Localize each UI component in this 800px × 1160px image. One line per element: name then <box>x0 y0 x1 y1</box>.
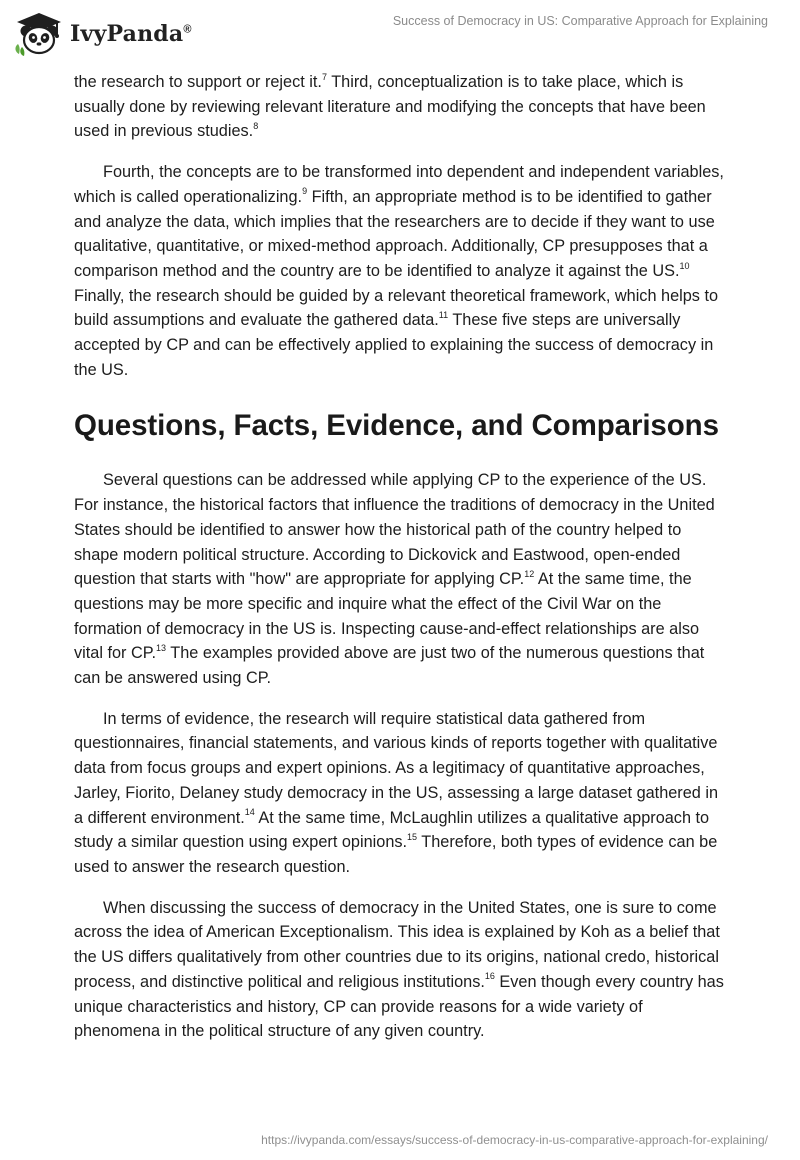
paragraph-text: At the same time, McLaughlin utilizes a qualitative approach to study a similar question using expert opinions. <box>74 808 710 852</box>
paragraph-comparisons <box>74 896 726 1044</box>
paragraph-intro-1 <box>74 70 726 144</box>
footnote-ref[interactable]: 14 <box>244 807 255 818</box>
footnote-ref[interactable]: 11 <box>438 309 449 320</box>
document-title: Success of Democracy in US: Comparative Approach for Explaining <box>392 14 768 28</box>
panda-graduate-icon <box>14 11 64 57</box>
paragraph-text: At the same time, the questions may be more specific and inquire what the effect of the Civil War on the formation of democracy in the US is. Inspecting cause-and-effect relationships are also vital for CP. <box>74 570 700 663</box>
paragraph-text: These five steps are universally accepted by CP and can be effectively applied to explaining the success of democracy in the US. <box>74 311 714 379</box>
paragraph-intro-2 <box>74 160 726 382</box>
footnote-ref[interactable]: 9 <box>302 186 308 197</box>
footnote-ref[interactable]: 13 <box>156 642 167 653</box>
paragraph-text: When discussing the success of democracy in the United States, one is sure to come across the idea of American Exceptionalism. This idea is explained by Koh as a belief that the US differs qualitatively from other countries due to its origins, national credo, historical process, and distinctive political and religious institutions. <box>74 898 720 991</box>
footnote-ref[interactable]: 8 <box>253 120 259 131</box>
paragraph-text: Several questions can be addressed while applying CP to the experience of the US. For instance, the historical factors that influence the traditions of democracy in the United States should be identified to answer how the historical path of the country helped to shape modern political structure. According to Dickovick and Eastwood, open-ended question that starts with "how" are appropriate for applying CP. <box>74 471 715 589</box>
paragraph-evidence <box>74 707 726 880</box>
paragraph-text: the research to support or reject it. <box>74 73 322 91</box>
footnote-ref[interactable]: 10 <box>679 260 690 271</box>
footnote-ref[interactable]: 16 <box>484 971 495 982</box>
paragraph-text: Fourth, the concepts are to be transformed into dependent and independent variables, which is called operationalizing. <box>74 163 724 206</box>
logo-wordmark: IvyPanda® <box>70 21 192 47</box>
paragraph-questions <box>74 468 726 690</box>
source-url[interactable]: https://ivypanda.com/essays/success-of-democracy-in-us-comparative-approach-for-explaining/ <box>261 1133 768 1147</box>
footnote-ref[interactable]: 15 <box>407 831 418 842</box>
essay-body <box>74 70 726 1060</box>
paragraph-text: In terms of evidence, the research will require statistical data gathered from questionnaires, financial statements, and various kinds of reports together with qualitative data from focus groups and expert opinions. As a legitimacy of quantitative approaches, Jarley, Fiorito, Delaney study democracy in the US, assessing a large dataset gathered in a different environment. <box>74 709 719 827</box>
footnote-ref[interactable]: 7 <box>321 71 327 82</box>
paragraph-text: Therefore, both types of evidence can be used to answer the research question. <box>74 833 718 876</box>
page-header <box>0 0 800 70</box>
paragraph-text: Third, conceptualization is to take place, which is usually done by reviewing relevant literature and modifying the concepts that have been used in previous studies. <box>74 73 706 141</box>
paragraph-text: Even though every country has unique characteristics and history, CP can provide reasons for a wide variety of phenomena in the political structure of any given country. <box>74 972 724 1041</box>
paragraph-text: Fifth, an appropriate method is to be identified to gather and analyze the data, which implies that the researchers are to decide if they want to use qualitative, quantitative, or mixed-method approach. Additionally, CP presupposes that a comparison method and the country are to be identified to analyze it against the US. <box>74 187 715 280</box>
footnote-ref[interactable]: 12 <box>524 568 535 579</box>
ivypanda-logo[interactable] <box>14 8 204 60</box>
paragraph-text: The examples provided above are just two of the numerous questions that can be answered using CP. <box>74 644 705 688</box>
paragraph-text: Finally, the research should be guided by a relevant theoretical framework, which helps to build assumptions and evaluate the gathered data. <box>74 286 719 330</box>
section-heading: Questions, Facts, Evidence, and Comparisons <box>74 409 719 443</box>
